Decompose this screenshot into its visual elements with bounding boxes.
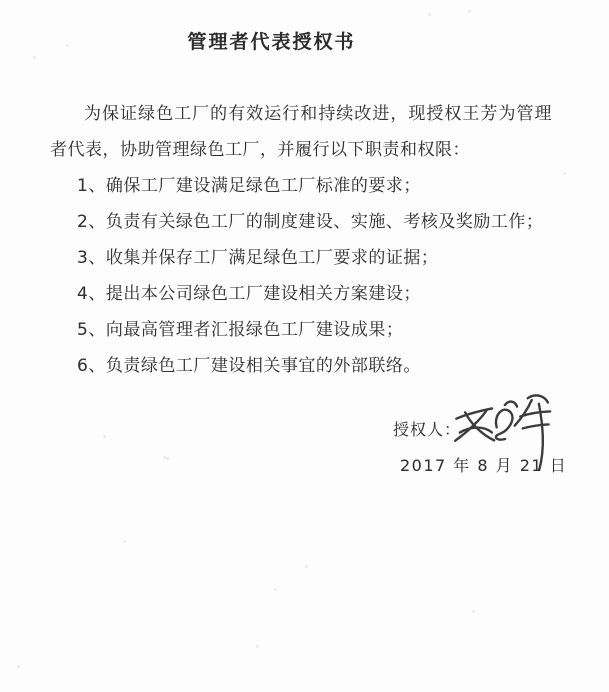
scan-speck: [103, 435, 106, 438]
document-body: [50, 96, 552, 384]
scan-speck: [428, 13, 431, 16]
scan-speck: [563, 172, 566, 175]
scan-speck: [123, 540, 126, 543]
duty-item-1: 1、确保工厂建设满足绿色工厂标准的要求；: [77, 176, 421, 196]
duty-item-4: 4、提出本公司绿色工厂建设相关方案建设；: [77, 284, 421, 304]
authorizer-label: 授权人：: [393, 420, 462, 439]
intro-paragraph: 为保证绿色工厂的有效运行和持续改进，现授权王芳为管理者代表，协助管理绿色工厂，并履行以下职责和权限：: [50, 104, 552, 160]
scan-speck: [472, 610, 475, 613]
duty-item-5: 5、向最高管理者汇报绿色工厂建设成果；: [77, 320, 404, 340]
scan-speck: [274, 588, 277, 591]
scan-speck: [17, 665, 20, 668]
page-title: 管理者代表授权书: [187, 31, 356, 53]
scan-speck: [33, 56, 36, 59]
scan-speck: [166, 457, 169, 460]
duty-list: [50, 168, 552, 384]
duty-item-6: 6、负责绿色工厂建设相关事宜的外部联络。: [77, 356, 421, 376]
duty-item-3: 3、收集并保存工厂满足绿色工厂要求的证据；: [77, 248, 439, 268]
signature-date: 2017 年 8 月 21 日: [400, 456, 568, 475]
scan-speck: [305, 565, 308, 568]
scan-speck: [468, 10, 471, 13]
scan-speck: [256, 645, 259, 648]
duty-item-2: 2、负责有关绿色工厂的制度建设、实施、考核及奖励工作；: [77, 212, 544, 232]
